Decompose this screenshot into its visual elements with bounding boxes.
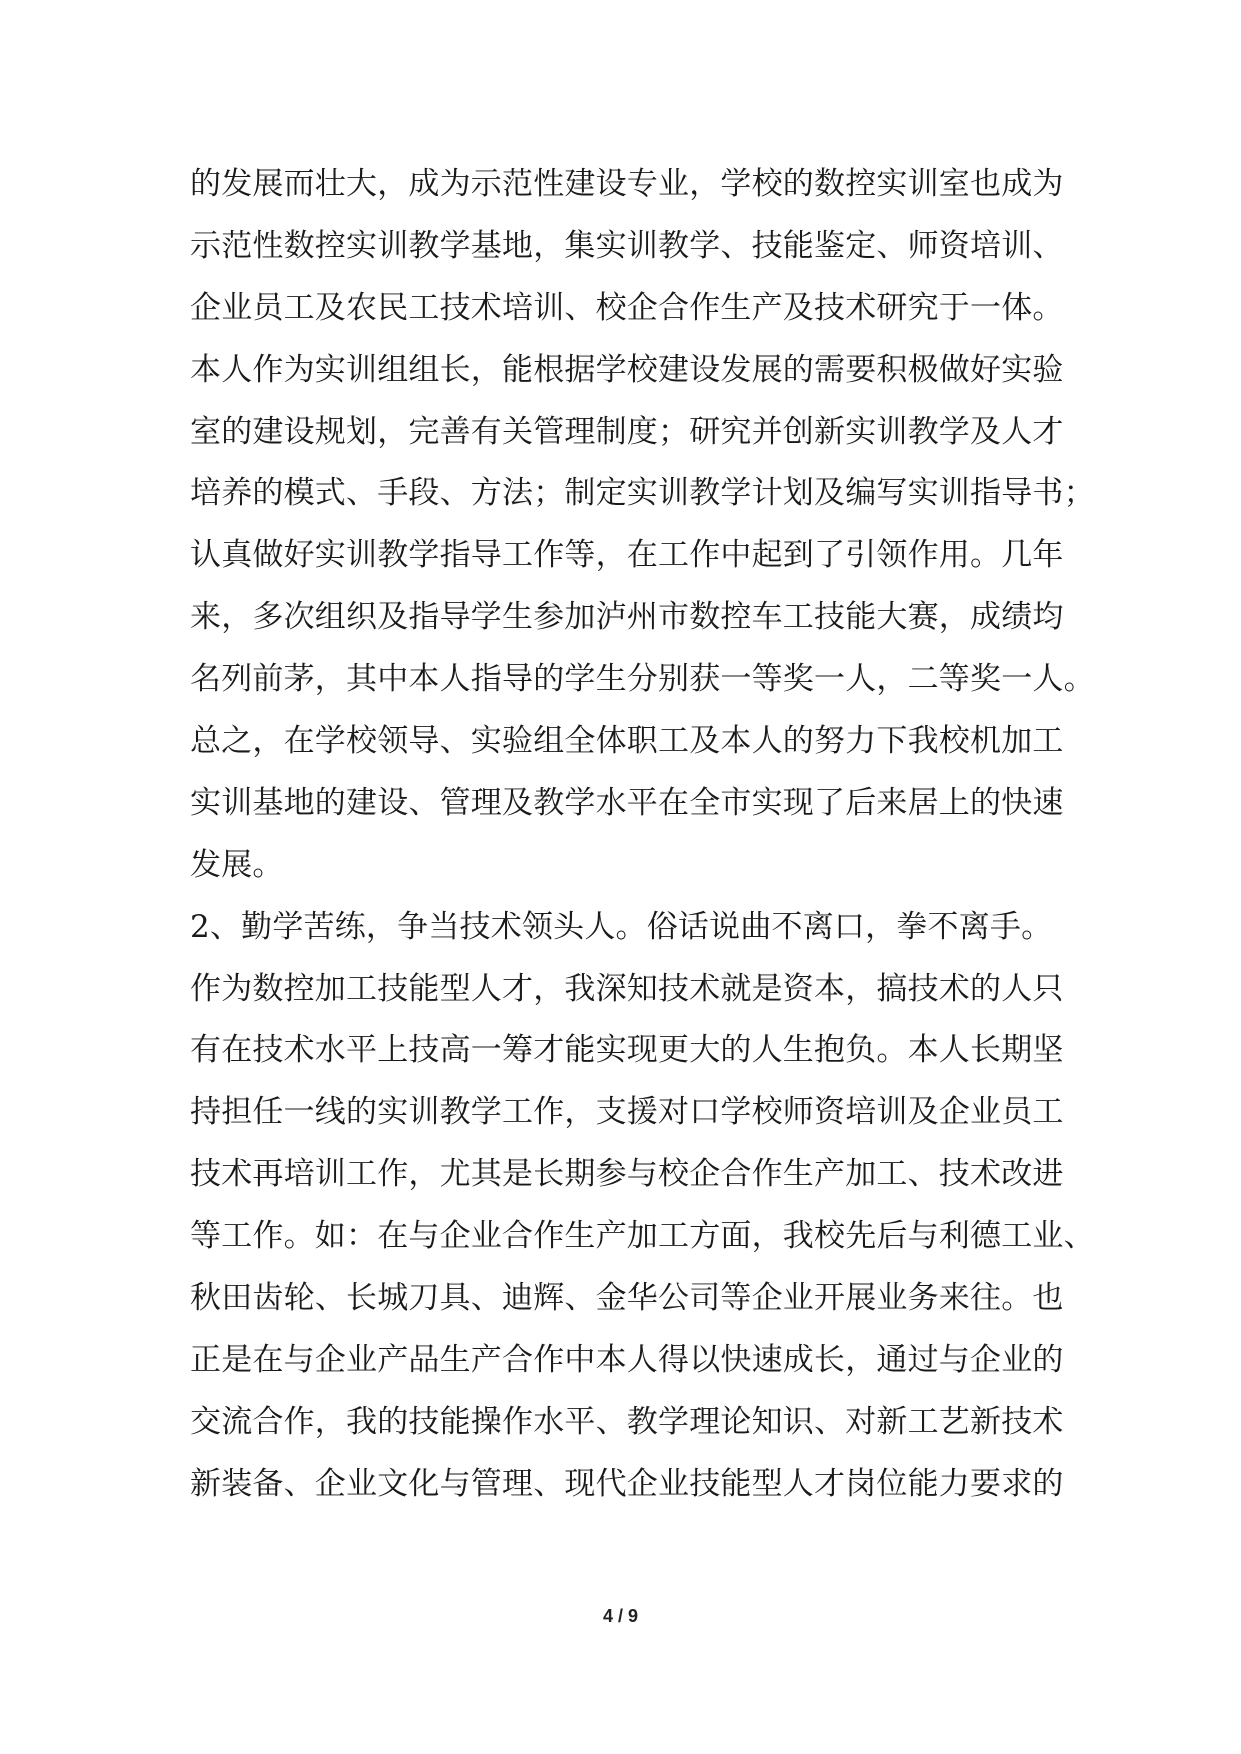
text-line: 技术再培训工作，尤其是长期参与校企合作生产加工、技术改进 bbox=[190, 1156, 1064, 1193]
text-line: 示范性数控实训教学基地，集实训教学、技能鉴定、师资培训、 bbox=[190, 227, 1064, 264]
text-line: 室的建设规划，完善有关管理制度；研究并创新实训教学及人才 bbox=[190, 413, 1064, 450]
text-line: 的发展而壮大，成为示范性建设专业，学校的数控实训室也成为 bbox=[190, 166, 1064, 202]
text-line: 新装备、企业文化与管理、现代企业技能型人才岗位能力要求的 bbox=[190, 1465, 1064, 1502]
text-line: 交流合作，我的技能操作水平、教学理论知识、对新工艺新技术 bbox=[190, 1403, 1064, 1440]
text-line: 2、勤学苦练，争当技术领头人。俗话说曲不离口，拳不离手。 bbox=[190, 908, 1053, 945]
text-line: 企业员工及农民工技术培训、校企合作生产及技术研究于一体。 bbox=[190, 289, 1064, 326]
text-line: 作为数控加工技能型人才，我深知技术就是资本，搞技术的人只 bbox=[190, 970, 1064, 1007]
text-line: 来，多次组织及指导学生参加泸州市数控车工技能大赛，成绩均 bbox=[190, 599, 1064, 636]
body-text bbox=[190, 154, 1095, 1516]
text-line: 认真做好实训教学指导工作等，在工作中起到了引领作用。几年 bbox=[190, 537, 1064, 574]
text-line: 名列前茅，其中本人指导的学生分别获一等奖一人，二等奖一人。 bbox=[190, 661, 1095, 698]
text-line: 总之，在学校领导、实验组全体职工及本人的努力下我校机加工 bbox=[190, 723, 1064, 760]
text-line: 持担任一线的实训教学工作，支援对口学校师资培训及企业员工 bbox=[190, 1094, 1064, 1131]
page-number: 4 / 9 bbox=[602, 1606, 639, 1626]
text-line: 正是在与企业产品生产合作中本人得以快速成长，通过与企业的 bbox=[190, 1341, 1064, 1378]
text-line: 培养的模式、手段、方法；制定实训教学计划及编写实训指导书； bbox=[190, 475, 1095, 512]
text-line: 发展。 bbox=[190, 846, 284, 883]
text-line: 本人作为实训组组长，能根据学校建设发展的需要积极做好实验 bbox=[190, 351, 1064, 388]
text-line: 等工作。如：在与企业合作生产加工方面，我校先后与利德工业、 bbox=[190, 1218, 1095, 1255]
text-line: 实训基地的建设、管理及教学水平在全市实现了后来居上的快速 bbox=[190, 784, 1064, 821]
text-line: 秋田齿轮、长城刀具、迪辉、金华公司等企业开展业务来往。也 bbox=[190, 1280, 1064, 1317]
text-line: 有在技术水平上技高一筹才能实现更大的人生抱负。本人长期坚 bbox=[190, 1032, 1064, 1069]
